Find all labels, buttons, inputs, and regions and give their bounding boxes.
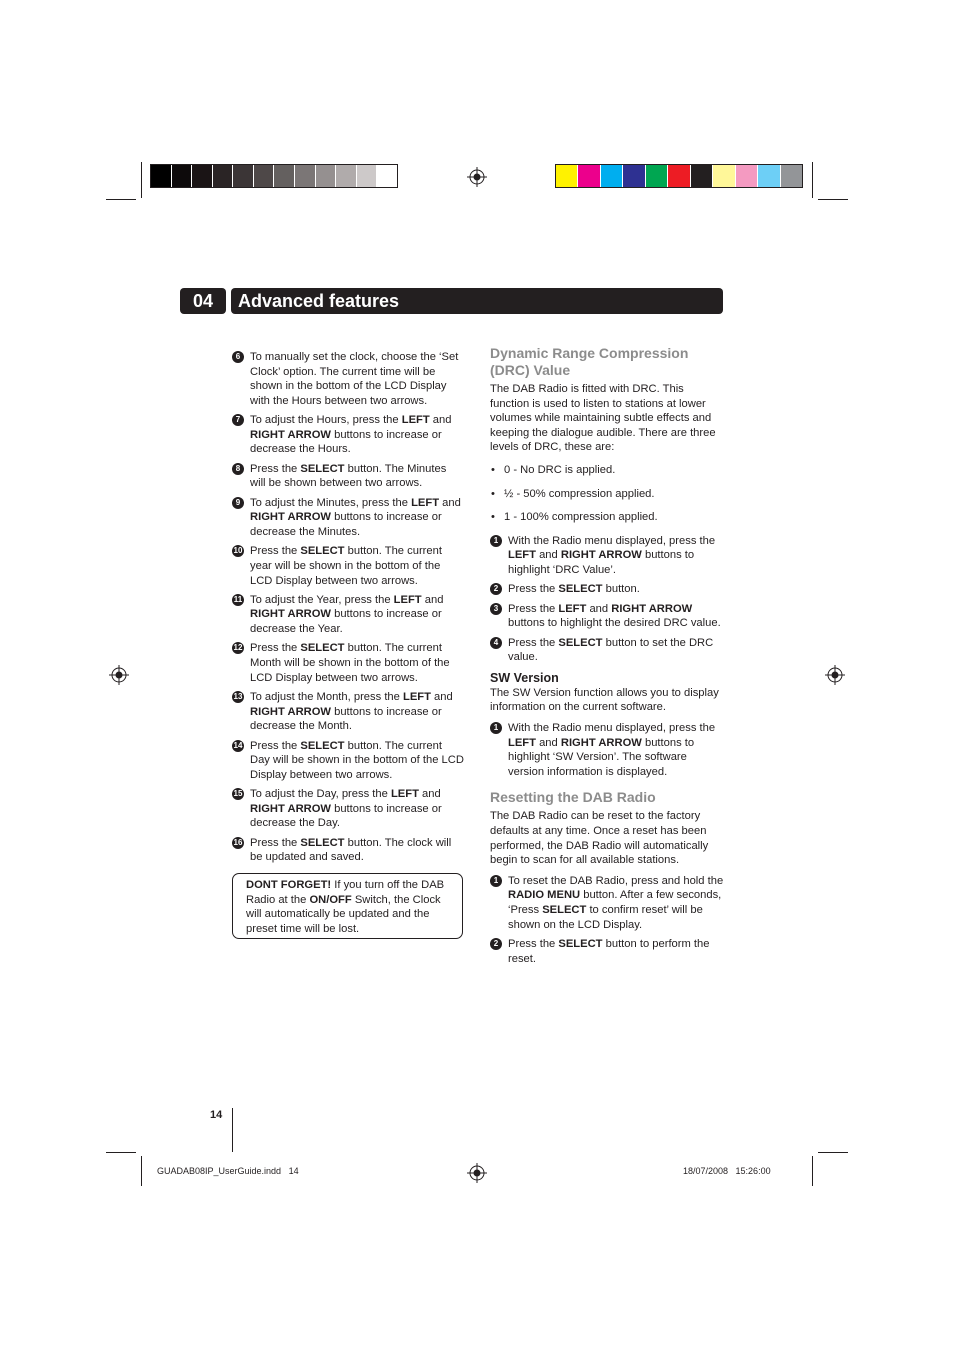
color-swatch [295,165,316,187]
note-text: Switch, the Clock will automatically be updated and the preset time will be lost. [246,893,441,935]
step-number-icon: 8 [232,463,244,475]
step-number-icon: 2 [490,938,502,950]
step-text: Press the [508,938,559,950]
registration-mark-icon [467,1163,487,1183]
step-button-name: SELECT [300,462,345,475]
color-swatch [233,165,254,187]
color-swatch [254,165,275,187]
numbered-step [232,413,464,457]
reset-steps [490,874,724,966]
slug-date: 18/07/2008 15:26:00 [683,1166,771,1176]
step-button-name: LEFT [411,496,440,509]
note-label: DONT FORGET! [246,879,332,891]
reset-heading: Resetting the DAB Radio [490,789,656,806]
step-button-name: SELECT [300,642,345,655]
color-swatch [213,165,234,187]
numbered-step [232,641,464,685]
step-number-icon: 1 [490,535,502,547]
step-number-icon: 14 [233,740,243,750]
step-number-icon: 2 [490,583,502,595]
note-switch-label: ON/OFF [309,893,352,906]
numbered-step [232,462,464,491]
step-button-name: LEFT [558,602,587,615]
crop-mark [106,199,136,200]
step-text: and [430,691,453,704]
step-text: buttons to increase or decrease the Year. [250,608,442,636]
step-number-icon: 13 [233,692,243,702]
numbered-step [232,787,464,831]
numbered-step [490,721,724,779]
crop-mark [818,1152,848,1153]
step-text: button. The current Day will be shown in the bottom of the LCD Display between two arrows. [250,739,464,781]
step-button-name: SELECT [558,636,603,649]
step-number-icon: 12 [233,643,243,653]
color-swatch [713,165,735,187]
color-swatch [172,165,193,187]
numbered-step [232,350,464,408]
page-number-rule [232,1108,233,1152]
step-button-name: SELECT [300,836,345,849]
step-text: With the Radio menu displayed, press the [508,534,716,547]
step-button-name: LEFT [508,736,536,749]
step-text: button. The current Month will be shown in the bottom of the LCD Display between two arrows. [250,642,450,684]
step-number-icon: 6 [232,351,244,363]
step-text: buttons to increase or decrease the Day. [250,802,442,830]
step-number-icon: 15 [233,789,243,799]
numbered-step [232,593,464,637]
step-button-name: SELECT [300,545,345,558]
drc-bullet-item: • ½ - 50% compression applied. [490,487,724,502]
step-button-name: RADIO MENU [508,889,581,902]
chapter-title: Advanced features [231,288,723,314]
reset-intro: The DAB Radio can be reset to the factory defaults at any time. Once a reset has been performed, the DAB Radio will automatically begin to scan for all available stations. [490,810,709,867]
crop-mark [812,162,813,198]
step-text: and [429,414,452,427]
numbered-step [232,690,464,734]
step-text: and [418,788,441,801]
step-text: buttons to increase or decrease the Minutes. [250,511,442,538]
sw-intro: The SW Version function allows you to display information on the current software. [490,686,719,714]
color-swatch [578,165,600,187]
step-button-name: RIGHT ARROW [250,802,331,815]
numbered-step [490,874,724,932]
step-text: button. [602,583,640,596]
color-swatch [736,165,758,187]
numbered-step [490,582,724,597]
step-text: With the Radio menu displayed, press the [508,722,716,735]
step-text: button to perform the reset. [508,938,710,965]
crop-mark [141,162,142,198]
step-button-name: LEFT [402,691,431,704]
numbered-step [232,544,464,588]
chapter-number: 04 [180,288,226,314]
note-text: If you turn off the DAB Radio at the [246,879,445,906]
step-button-name: LEFT [393,593,422,606]
color-swatch [691,165,713,187]
color-swatch [781,165,802,187]
step-button-name: LEFT [390,788,419,801]
step-text: buttons to highlight ‘SW Version’. The software version information is displayed. [508,736,695,778]
step-number-icon: 16 [233,837,243,847]
crop-mark [141,1156,142,1186]
color-swatch [668,165,690,187]
step-text: to confirm reset’ will be shown on the LCD Display. [508,904,703,931]
color-swatch [601,165,623,187]
step-button-name: RIGHT ARROW [250,705,331,718]
color-calibration-bar [555,164,803,188]
step-text: Press the [508,602,559,615]
drc-heading: Dynamic Range Compression (DRC) Value [490,345,689,378]
step-number-icon: 4 [490,637,502,649]
step-button-name: SELECT [558,938,603,950]
step-text: To adjust the Year, press the [250,593,394,606]
step-text: Press the [250,739,301,752]
step-text: and [421,593,444,606]
registration-mark-icon [109,665,129,685]
step-text: Press the [508,583,559,596]
step-text: To reset the DAB Radio, press and hold the [508,874,724,887]
step-number-icon: 1 [490,722,502,734]
step-text: button. After a few seconds, ‘Press [508,889,722,917]
sw-heading: SW Version [490,670,559,685]
color-swatch [357,165,378,187]
step-text: buttons to increase or decrease the Month. [250,705,442,733]
crop-mark [106,1152,136,1153]
color-swatch [151,165,172,187]
color-swatch [623,165,645,187]
step-text: Press the [250,462,301,475]
color-swatch [556,165,578,187]
left-column [232,350,464,870]
step-text: and [535,736,561,749]
drc-bullet-item: • 1 - 100% compression applied. [490,510,724,525]
color-swatch [336,165,357,187]
step-text: buttons to highlight ‘DRC Value’. [508,549,695,576]
dont-forget-note [232,873,463,939]
step-text: To manually set the clock, choose the ‘Set Clock’ option. The current time will be shown in the bottom of the LCD Display with the Hours between two arrows. [250,351,459,407]
color-swatch [646,165,668,187]
step-text: To adjust the Minutes, press the [250,496,412,509]
step-number-icon: 10 [233,546,243,556]
step-button-name: RIGHT ARROW [560,549,642,562]
step-button-name: RIGHT ARROW [560,736,642,749]
page-number: 14 [210,1109,223,1121]
sw-steps [490,721,724,779]
color-swatch [758,165,780,187]
step-text: button. The clock will be updated and saved. [250,836,452,864]
step-button-name: RIGHT ARROW [250,428,331,441]
step-text: Press the [250,545,301,558]
drc-steps [490,534,724,665]
step-button-name: RIGHT ARROW [250,608,331,621]
step-number-icon: 9 [232,497,244,509]
slug-file: GUADAB08IP_UserGuide.indd 14 [157,1166,299,1176]
step-button-name: LEFT [508,549,536,562]
step-text: To adjust the Day, press the [250,788,391,801]
step-number-icon: 7 [232,414,244,426]
right-column [490,345,724,971]
step-button-name: SELECT [558,583,603,596]
step-button-name: LEFT [401,414,430,427]
numbered-step [232,739,464,783]
drc-bullet-list [490,463,724,525]
step-text: To adjust the Hours, press the [250,414,402,427]
numbered-step [490,534,724,578]
numbered-step [490,636,724,665]
step-text: and [535,549,561,562]
step-button-name: SELECT [300,739,345,752]
grey-calibration-bar [150,164,398,188]
numbered-step [490,937,724,966]
crop-mark [818,199,848,200]
color-swatch [377,165,397,187]
step-number-icon: 11 [233,594,243,604]
step-text: button. The current year will be shown in the bottom of the LCD Display between two arrows. [250,545,442,587]
step-text: buttons to increase or decrease the Hours. [250,428,442,456]
step-text: and [439,496,461,509]
registration-mark-icon [467,167,487,187]
color-swatch [192,165,213,187]
step-text: Press the [508,636,559,649]
numbered-step [232,836,464,865]
step-text: buttons to highlight the desired DRC value. [508,617,721,630]
step-button-name: SELECT [542,904,587,917]
step-button-name: RIGHT ARROW [611,602,693,615]
step-number-icon: 1 [490,875,502,887]
step-text: and [586,602,612,615]
step-text: button to set the DRC value. [508,636,714,664]
registration-mark-icon [825,665,845,685]
color-swatch [274,165,295,187]
drc-bullet-item: • 0 - No DRC is applied. [490,463,724,478]
numbered-step [232,496,464,540]
step-text: Press the [250,642,301,655]
numbered-step [490,602,724,631]
color-swatch [316,165,337,187]
step-text: button. The Minutes will be shown between two arrows. [250,462,447,490]
step-button-name: RIGHT ARROW [250,511,331,524]
crop-mark [812,1156,813,1186]
step-number-icon: 3 [490,603,502,615]
step-text: Press the [250,836,301,849]
drc-intro: The DAB Radio is fitted with DRC. This function is used to listen to stations at lower volumes while maintaining subtle effects and keeping the dialogue audible. There are three levels of DRC, these are: [490,383,716,454]
step-text: To adjust the Month, press the [250,691,403,704]
